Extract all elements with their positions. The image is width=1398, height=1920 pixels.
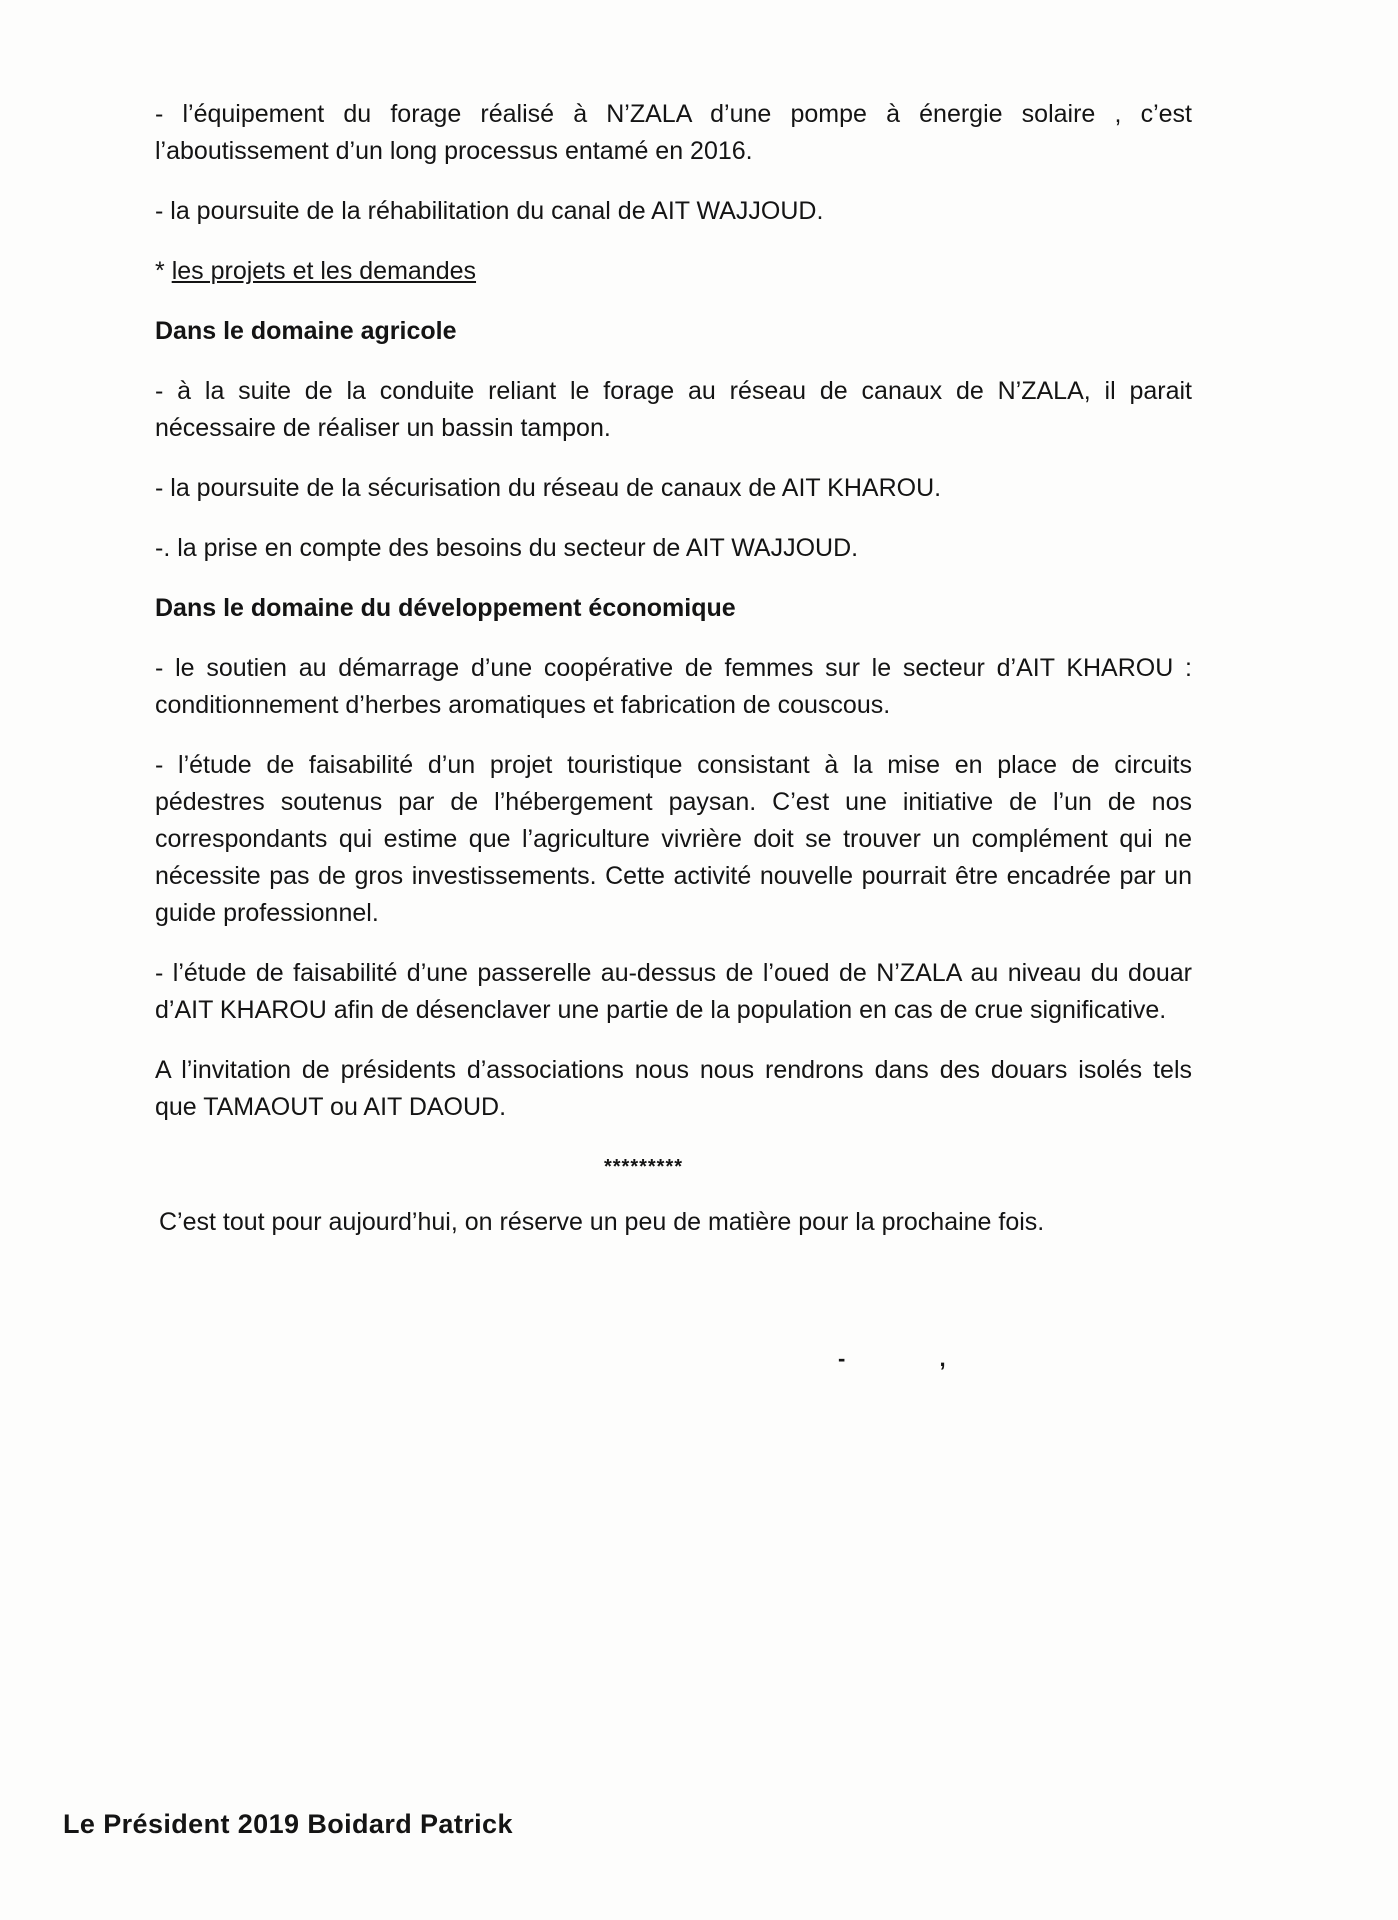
projects-title-label: les projets et les demandes	[171, 257, 477, 285]
separator-stars: *********	[603, 1156, 684, 1178]
agri-heading: Dans le domaine agricole	[155, 317, 457, 345]
closing-line: C’est tout pour aujourd’hui, on réserve un peu de matière pour la prochaine fois.	[159, 1208, 1045, 1236]
eco-item-cooperative: - le soutien au démarrage d’une coopérative de femmes sur le secteur d’AIT KHAROU : conditionnement d’herbes aromatiques et fabrication de couscous.	[155, 654, 1192, 719]
document-body	[155, 96, 1192, 1241]
realisation-item-forage: - l’équipement du forage réalisé à N’ZALA d’une pompe à énergie solaire , c’est l’aboutissement d’un long processus entamé en 2016.	[155, 100, 1192, 165]
agri-item-securisation: - la poursuite de la sécurisation du réseau de canaux de AIT KHAROU.	[155, 474, 942, 502]
eco-item-passerelle: - l’étude de faisabilité d’une passerelle au-dessus de l’oued de N’ZALA au niveau du douar d’AIT KHAROU afin de désenclaver une partie de la population en cas de crue significative.	[155, 959, 1192, 1024]
agri-item-besoins: -. la prise en compte des besoins du secteur de AIT WAJJOUD.	[155, 534, 859, 562]
invitation-paragraph: A l’invitation de présidents d’associations nous nous rendrons dans des douars isolés tels que TAMAOUT ou AIT DAOUD.	[155, 1056, 1192, 1121]
projects-section-title	[155, 253, 1192, 290]
eco-item-touristique: - l’étude de faisabilité d’un projet touristique consistant à la mise en place de circuits pédestres soutenus par de l’hébergement paysan. C’est une initiative de l’un de nos correspondants qui estime que l’agriculture vivrière doit se trouver un complément qui ne nécessite pas de gros investissements. Cette activité nouvelle pourrait être encadrée par un guide professionnel.	[155, 751, 1192, 927]
signature-line: Le Président 2019 Boidard Patrick	[63, 1809, 513, 1839]
agri-item-bassin: - à la suite de la conduite reliant le forage au réseau de canaux de N’ZALA, il parait nécessaire de réaliser un bassin tampon.	[155, 377, 1192, 442]
eco-heading: Dans le domaine du développement économique	[155, 594, 736, 622]
stray-marks: - ,	[838, 1346, 990, 1371]
projects-title-prefix: *	[155, 257, 172, 285]
realisation-item-canal: - la poursuite de la réhabilitation du canal de AIT WAJJOUD.	[155, 197, 824, 225]
